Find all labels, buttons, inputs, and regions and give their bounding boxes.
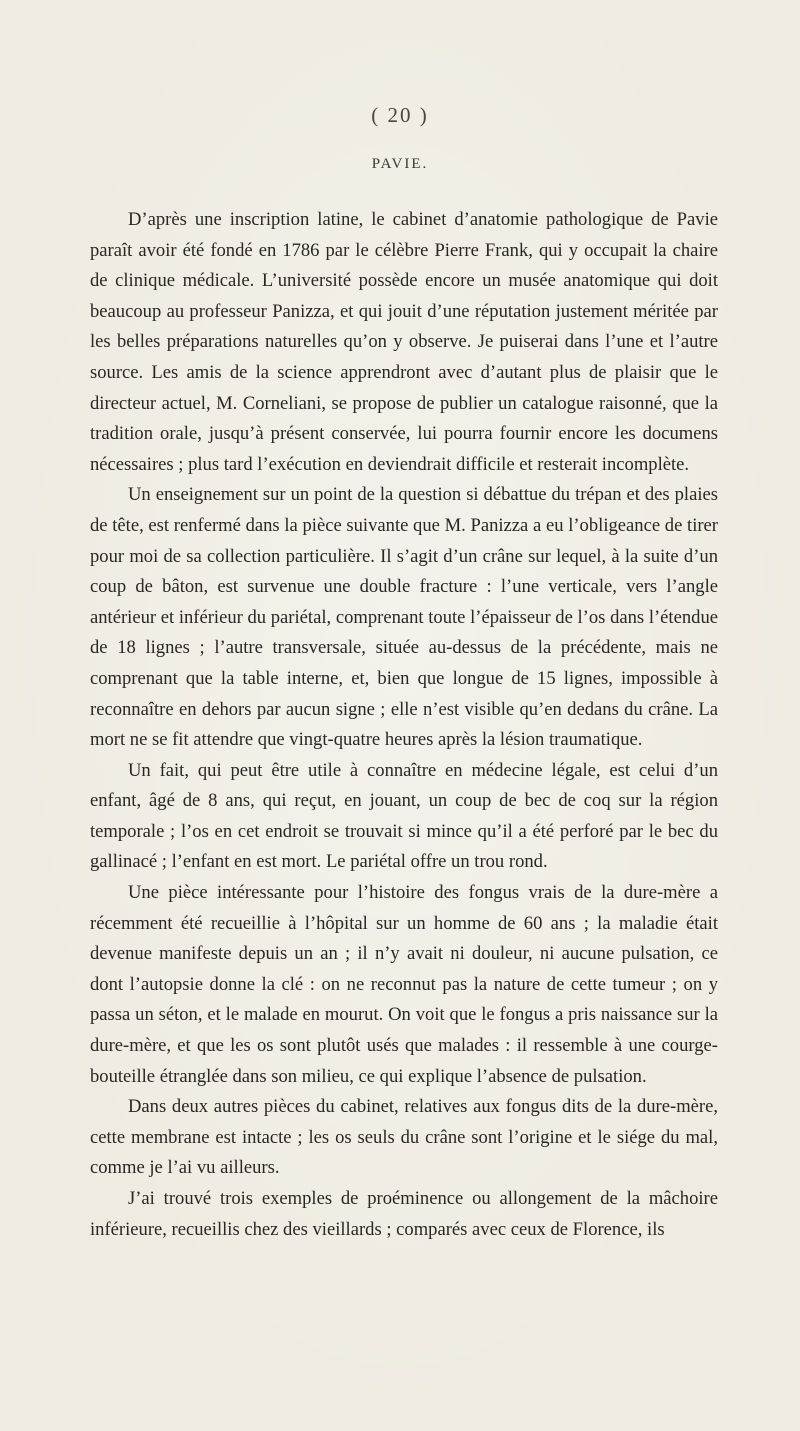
paragraph: Une pièce intéressante pour l’histoire des fongus vrais de la dure-mère a récemment été recueillie à l’hôpital sur un homme de 60 ans ; la maladie était devenue manifeste depuis un an ; il n’y avait ni douleur, ni aucune pulsation, ce dont l’autopsie donne la clé : on ne reconnut pas la nature de cette tumeur ; on y passa un séton, et le malade en mourut. On voit que le fongus a pris naissance sur la dure-mère, et que les os sont plutôt usés que malades : il ressemble à une courge-bouteille étranglée dans son milieu, ce qui explique l’absence de pulsation. — [90, 882, 718, 1087]
paragraph: J’ai trouvé trois exemples de proéminence ou allongement de la mâchoire inférieure, recueillis chez des vieillards ; comparés avec ceux de Florence, ils — [90, 1188, 718, 1240]
body-text — [90, 205, 718, 1245]
paragraph: Dans deux autres pièces du cabinet, relatives aux fongus dits de la dure-mère, cette membrane est intacte ; les os seuls du crâne sont l’origine et le siége du mal, comme je l’ai vu ailleurs. — [90, 1096, 718, 1179]
page-number: ( 20 ) — [371, 103, 429, 127]
paragraph: Un fait, qui peut être utile à connaître en médecine légale, est celui d’un enfant, âgé de 8 ans, qui reçut, en jouant, un coup de bec de coq sur la région temporale ; l’os en cet endroit se trouvait si mince qu’il a été perforé par le bec du gallinacé ; l’enfant en est mort. Le pariétal offre un trou rond. — [90, 759, 718, 873]
paragraph: Un enseignement sur un point de la question si débattue du trépan et des plaies de tête, est renfermé dans la pièce suivante que M. Panizza a eu l’obligeance de tirer pour moi de sa collection particulière. Il s’agit d’un crâne sur lequel, à la suite d’un coup de bâton, est survenue une double fracture : l’une verticale, vers l’angle antérieur et inférieur du pariétal, comprenant toute l’épaisseur de l’os dans l’étendue de 18 lignes ; l’autre transversale, située au-dessus de la précédente, mais ne comprenant que la table interne, et, bien que longue de 15 lignes, impossible à reconnaître en dehors par aucun signe ; elle n’est visible qu’en dedans du crâne. La mort ne se fit attendre que vingt-quatre heures après la lésion traumatique. — [90, 484, 718, 751]
paragraph: D’après une inscription latine, le cabinet d’anatomie pathologique de Pavie paraît avoir été fondé en 1786 par le célèbre Pierre Frank, qui y occupait la chaire de clinique médicale. L’université possède encore un musée anatomique qui doit beaucoup au professeur Panizza, et qui jouit d’une réputation justement méritée par les belles préparations naturelles qu’on y observe. Je puiserai dans l’une et l’autre source. Les amis de la science apprendront avec d’autant plus de plaisir que le directeur actuel, M. Corneliani, se propose de publier un catalogue raisonné, que la tradition orale, jusqu’à présent conservée, lui pourra fournir encore les documens nécessaires ; plus tard l’exécution en deviendrait difficile et resterait incomplète. — [90, 209, 718, 475]
running-head: PAVIE. — [371, 156, 429, 172]
